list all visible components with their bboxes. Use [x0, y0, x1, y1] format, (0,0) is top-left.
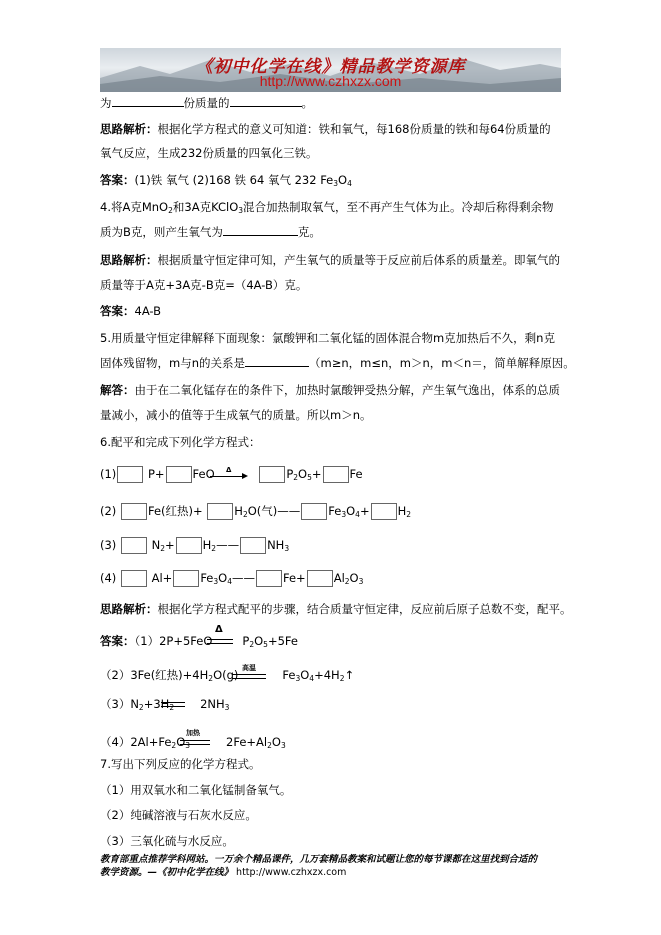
- equals-sign: [180, 740, 210, 745]
- answer-equation-2: （2）3Fe(红热)$+4H_2O(g)$ $Fe_3O_4+4H_2↑$: [100, 668, 355, 683]
- text-line: 固体残留物，m与n的关系是 （m≥n，m≤n，m＞n，m＜n＝，简单解释原因。: [100, 356, 575, 370]
- question-4: 4.将A克MnO$_2$和3A克KClO$_3$混合加热制取氧气，至不再产生气体为止。冷却后称得剩余物: [100, 200, 554, 215]
- coefficient-box[interactable]: [256, 570, 282, 587]
- coefficient-box[interactable]: [121, 570, 147, 587]
- answer-line: 答案：4A-B: [100, 304, 162, 318]
- high-temp-condition: 高温: [242, 664, 256, 672]
- text-line: 质量等于A克+3A克-B克=（4A-B）克。: [100, 278, 308, 292]
- arrow-head-icon: [242, 473, 248, 479]
- coefficient-box[interactable]: [121, 503, 147, 520]
- coefficient-box[interactable]: [121, 537, 147, 554]
- coefficient-box[interactable]: [117, 466, 143, 483]
- equation-3: (3) $N_2+$ $H_2——$ $NH_3$: [100, 538, 290, 553]
- answer-blank: [230, 96, 302, 107]
- coefficient-box[interactable]: [166, 466, 192, 483]
- text-line: 为 份质量的 。: [100, 96, 313, 110]
- analysis-line: 思路解析：根据化学方程式配平的步骤，结合质量守恒定律，反应前后原子总数不变，配平。: [100, 602, 572, 616]
- footer-line: 教育部重点推荐学科网站。一万余个精品课件，几万套精品教案和试题让您的每节课都在这里找到合适的: [100, 854, 538, 865]
- equals-sign: [207, 639, 233, 644]
- analysis-line: 思路解析：根据化学方程式的意义可知道：铁和氧气，每168份质量的铁和每64份质量的: [100, 122, 551, 136]
- coefficient-box[interactable]: [323, 466, 349, 483]
- question-7-item: （2）纯碱溶液与石灰水反应。: [100, 808, 257, 822]
- text-line: 量减小，减小的值等于生成氧气的质量。所以m＞n。: [100, 408, 372, 422]
- analysis-line: 思路解析：根据质量守恒定律可知，产生氧气的质量等于反应前后体系的质量差。即氧气的: [100, 253, 560, 267]
- answer-blank: [112, 96, 184, 107]
- answer-equation-4: $(4)2Al+Fe_2O_3$ $2Fe+Al_2O_3$: [100, 735, 286, 750]
- coefficient-box[interactable]: [240, 537, 266, 554]
- heat-condition: Δ: [226, 466, 232, 474]
- question-5: 5.用质量守恒定律解释下面现象：氯酸钾和二氧化锰的固体混合物m克加热后不久，剩n克: [100, 331, 555, 345]
- banner-title: 《初中化学在线》精品教学资源库: [195, 57, 466, 77]
- answer-blank: [223, 225, 298, 236]
- page-footer: [100, 853, 570, 879]
- banner-url[interactable]: http://www.czhxzx.com: [259, 73, 402, 89]
- answer-equation-1: 答案：（1）2P+5FeO $P_2O_5+5Fe$: [100, 634, 298, 649]
- heating-condition: 加热: [186, 729, 200, 737]
- coefficient-box[interactable]: [301, 503, 327, 520]
- heat-condition: Δ: [215, 624, 223, 635]
- answer-blank: [245, 356, 309, 367]
- answer-line: 答案：(1)铁 氧气 (2)168 铁 64 氧气 232 $Fe_3O_4$: [100, 173, 352, 188]
- coefficient-box[interactable]: [207, 503, 233, 520]
- text-line: 氧气反应，生成232份质量的四氧化三铁。: [100, 146, 318, 160]
- reaction-arrow: [210, 476, 244, 477]
- question-7: 7.写出下列反应的化学方程式。: [100, 757, 261, 771]
- footer-line: 教学资源。—《初中化学在线》 http://www.czhxzx.com: [100, 867, 347, 878]
- question-7-item: （1）用双氧水和二氧化锰制备氧气。: [100, 783, 292, 797]
- coefficient-box[interactable]: [259, 466, 285, 483]
- answer-line: 解答：由于在二氧化锰存在的条件下，加热时氯酸钾受热分解，产生氧气逸出，体系的总质: [100, 383, 560, 397]
- coefficient-box[interactable]: [307, 570, 333, 587]
- header-banner: [100, 48, 561, 92]
- answer-equation-3: $(3)N_2+3H_2$ $2NH_3$: [100, 697, 230, 712]
- equals-sign: [161, 702, 185, 707]
- equation-1: (1) P+ FeO $P_2O_5+ Fe$: [100, 467, 363, 482]
- question-6: 6.配平和完成下列化学方程式：: [100, 435, 261, 449]
- question-7-item: （3）三氧化硫与水反应。: [100, 834, 234, 848]
- equation-2: (2) Fe(红热)+ $H_2O$(气)—— $Fe_3O_4+ H_2$: [100, 504, 412, 519]
- equals-sign: [232, 674, 266, 679]
- coefficient-box[interactable]: [371, 503, 397, 520]
- equation-4: (4) $Al+ Fe_3O_4——$ $Fe+ Al_2O_3$: [100, 571, 364, 586]
- footer-url[interactable]: http://www.czhxzx.com: [236, 867, 347, 878]
- coefficient-box[interactable]: [176, 537, 202, 554]
- text-line: 质为B克，则产生氧气为 克。: [100, 225, 321, 239]
- coefficient-box[interactable]: [173, 570, 199, 587]
